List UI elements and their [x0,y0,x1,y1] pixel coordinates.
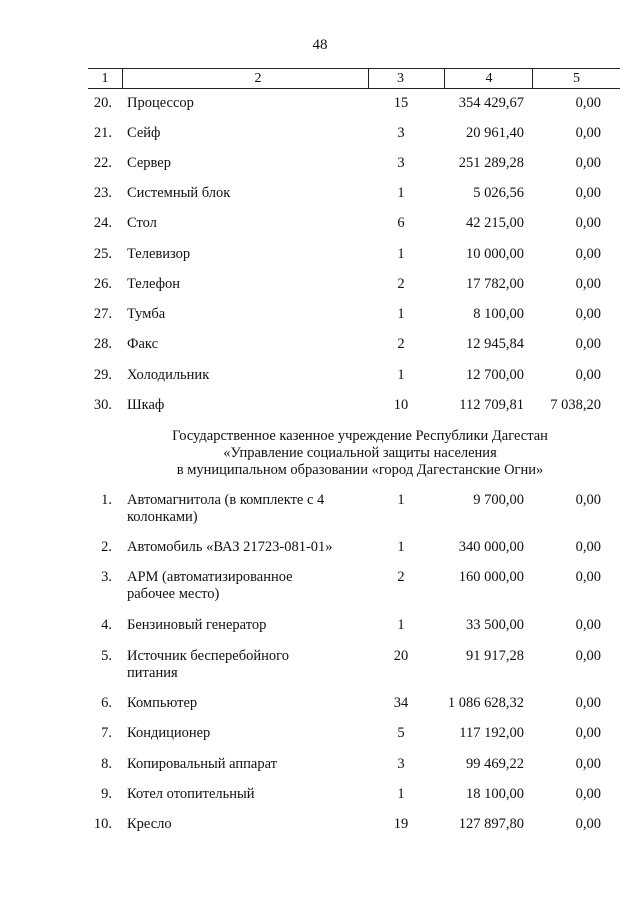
row-qty: 1 [397,367,405,383]
row-name: Копировальный аппарат [127,756,278,772]
row-residual: 0,00 [575,306,601,322]
row-name: Телевизор [127,246,191,262]
row-qty: 2 [397,336,405,352]
row-number: 25. [93,246,112,262]
section-heading-line: «Управление социальной защиты населения [223,445,497,461]
row-number: 7. [101,725,112,741]
row-name-line: Источник бесперебойного [127,648,289,664]
row-amount: 91 917,28 [466,648,524,664]
row-amount: 9 700,00 [473,492,524,508]
row-name: Факс [127,336,159,352]
row-residual: 0,00 [575,725,601,741]
table-header [88,68,620,89]
row-amount: 354 429,67 [458,95,524,111]
row-residual: 0,00 [575,155,601,171]
row-amount: 112 709,81 [459,397,524,413]
row-name: Системный блок [127,185,231,201]
row-qty: 10 [393,397,409,413]
row-residual: 0,00 [575,125,601,141]
row-amount: 42 215,00 [466,215,524,231]
row-qty: 1 [397,617,405,633]
row-amount: 99 469,22 [466,756,524,772]
row-qty: 15 [393,95,409,111]
row-qty: 3 [397,155,405,171]
row-amount: 10 000,00 [466,246,524,262]
row-residual: 0,00 [575,786,601,802]
row-qty: 1 [397,786,405,802]
row-residual: 0,00 [575,336,601,352]
row-residual: 0,00 [575,215,601,231]
row-residual: 0,00 [575,276,601,292]
section-heading-line: в муниципальном образовании «город Дагестанские Огни» [176,462,544,478]
row-number: 10. [93,816,112,832]
row-amount: 12 700,00 [466,367,524,383]
row-qty: 2 [397,276,405,292]
row-name-line: Автомагнитола (в комплекте с 4 [127,492,325,508]
page-number: 48 [312,37,328,53]
row-amount: 8 100,00 [473,306,524,322]
row-amount: 33 500,00 [466,617,524,633]
row-residual: 0,00 [575,756,601,772]
row-number: 3. [101,569,112,585]
row-name: Холодильник [127,367,210,383]
row-name: Шкаф [127,397,165,413]
row-name-line: питания [127,665,178,681]
row-name-line: колонками) [127,509,198,525]
row-qty: 6 [397,215,405,231]
row-amount: 12 945,84 [466,336,524,352]
section-heading [80,428,640,479]
row-name: Сейф [127,125,161,141]
row-name: Стол [127,215,157,231]
row-name: Бензиновый генератор [127,617,267,633]
row-number: 21. [93,125,112,141]
row-number: 4. [101,617,112,633]
row-amount: 5 026,56 [473,185,524,201]
header-col-5: 5 [573,71,580,86]
row-name: Кондиционер [127,725,211,741]
row-amount: 127 897,80 [458,816,524,832]
header-col-3: 3 [397,71,404,86]
row-name: Тумба [127,306,166,322]
row-name: Кресло [127,816,172,832]
row-residual: 0,00 [575,367,601,383]
row-residual: 0,00 [575,492,601,508]
row-number: 8. [101,756,112,772]
row-amount: 251 289,28 [458,155,524,171]
row-residual: 7 038,20 [550,397,601,413]
row-name: Сервер [127,155,171,171]
row-qty: 1 [397,185,405,201]
row-name: Процессор [127,95,194,111]
row-number: 2. [101,539,112,555]
row-name-line: рабочее место) [127,586,220,602]
row-number: 23. [93,185,112,201]
row-amount: 1 086 628,32 [447,695,524,711]
row-qty: 3 [397,125,405,141]
row-qty: 1 [397,539,405,555]
row-qty: 19 [393,816,409,832]
header-col-1: 1 [101,71,109,86]
row-number: 5. [101,648,112,664]
row-amount: 340 000,00 [458,539,524,555]
row-name [127,569,367,603]
row-residual: 0,00 [575,185,601,201]
row-name: Телефон [127,276,180,292]
row-residual: 0,00 [575,695,601,711]
row-residual: 0,00 [575,617,601,633]
row-qty: 1 [397,306,405,322]
row-amount: 160 000,00 [458,569,524,585]
row-number: 6. [101,695,112,711]
header-col-4: 4 [485,71,493,86]
row-number: 24. [93,215,112,231]
row-qty: 20 [393,648,409,664]
row-number: 29. [93,367,112,383]
row-name: Автомобиль «ВАЗ 21723-081-01» [127,539,333,555]
row-name: Котел отопительный [127,786,255,802]
row-residual: 0,00 [575,539,601,555]
row-number: 20. [93,95,112,111]
row-number: 28. [93,336,112,352]
row-number: 22. [93,155,112,171]
row-number: 26. [93,276,112,292]
row-amount: 17 782,00 [466,276,524,292]
row-name [127,492,367,526]
row-qty: 2 [397,569,405,585]
row-residual: 0,00 [575,95,601,111]
row-name-line: АРМ (автоматизированное [127,569,293,585]
row-qty: 5 [397,725,405,741]
row-residual: 0,00 [575,648,601,664]
row-qty: 3 [397,756,405,772]
row-residual: 0,00 [575,569,601,585]
row-name [127,648,367,682]
row-residual: 0,00 [575,816,601,832]
header-col-2: 2 [254,71,262,86]
row-number: 9. [101,786,112,802]
row-amount: 18 100,00 [466,786,524,802]
row-amount: 117 192,00 [459,725,524,741]
section-heading-line: Государственное казенное учреждение Республики Дагестан [172,428,548,444]
row-qty: 34 [393,695,409,711]
row-residual: 0,00 [575,246,601,262]
row-amount: 20 961,40 [466,125,524,141]
row-number: 30. [93,397,112,413]
row-number: 27. [93,306,112,322]
row-number: 1. [101,492,112,508]
row-qty: 1 [397,246,405,262]
row-name: Компьютер [127,695,198,711]
row-qty: 1 [397,492,405,508]
